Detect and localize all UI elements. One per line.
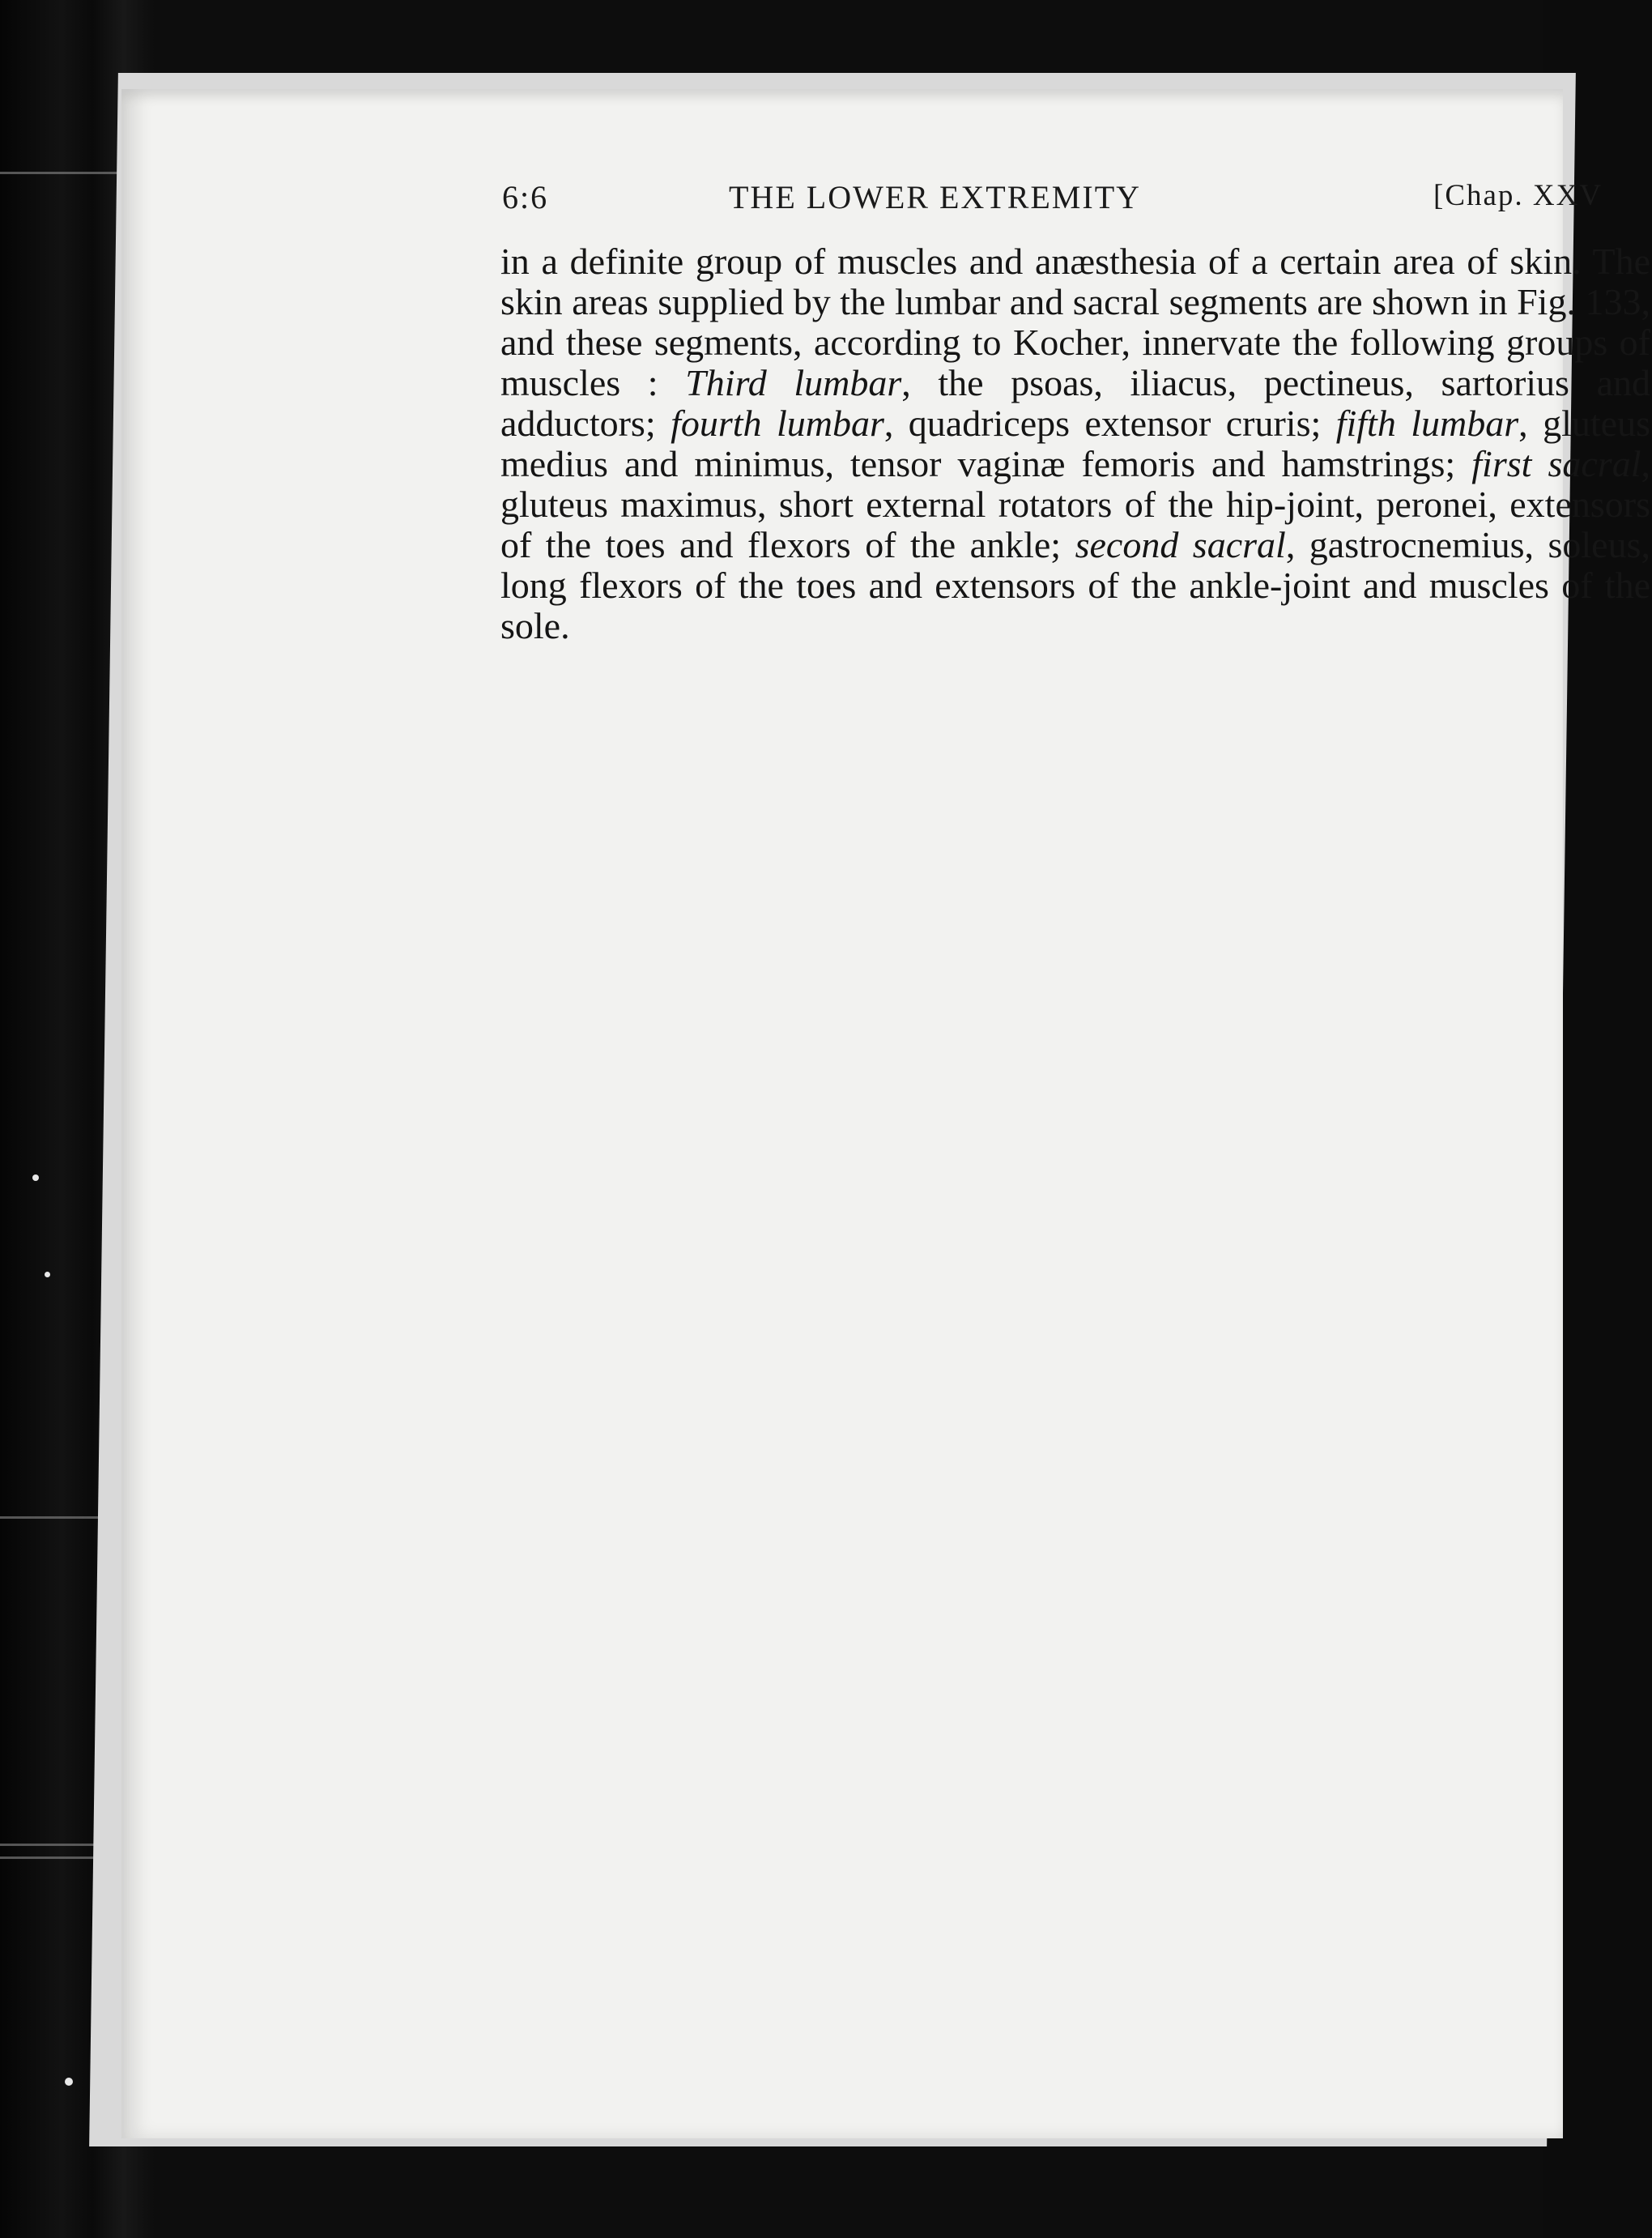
dust-speck (45, 1272, 50, 1277)
italic-term: second sacral (1075, 524, 1286, 565)
book-page (121, 89, 1650, 2138)
body-text (500, 241, 1650, 646)
italic-term: fifth lumbar (1335, 403, 1519, 444)
text-run: , the psoas, iliacus, pectineus, sartorius and adductors; (500, 362, 1650, 444)
paragraph (500, 241, 1650, 646)
text-run: in a definite group of muscles and anæsthesia of a certain area of skin. The skin areas supplied by the lumbar and sacral segments are shown in Fig. 133, and these segments, according to Kocher, innervate the following groups of muscles : (500, 241, 1650, 403)
text-run: , gluteus maximus, short external rotators of the hip-joint, peronei, extensors of the toes and flexors of the ankle; (500, 443, 1650, 565)
page-number: 6:6 (502, 179, 549, 215)
running-head (502, 178, 1652, 220)
running-title: THE LOWER EXTREMITY (729, 179, 1142, 215)
dust-speck (65, 2078, 73, 2086)
text-run: , gastrocnemius, soleus, long flexors of the toes and extensors of the ankle-joint and muscles of the sole. (500, 524, 1650, 646)
italic-term: first sacral (1471, 443, 1641, 484)
italic-term: Third lumbar (685, 362, 902, 403)
italic-term: fourth lumbar (671, 403, 884, 444)
text-run: , gluteus medius and minimus, tensor vaginæ femoris and hamstrings; (500, 403, 1650, 484)
dust-speck (32, 1174, 39, 1181)
text-run: , quadriceps extensor cruris; (883, 403, 1336, 444)
chapter-reference: [Chap. XXV (1433, 179, 1603, 212)
